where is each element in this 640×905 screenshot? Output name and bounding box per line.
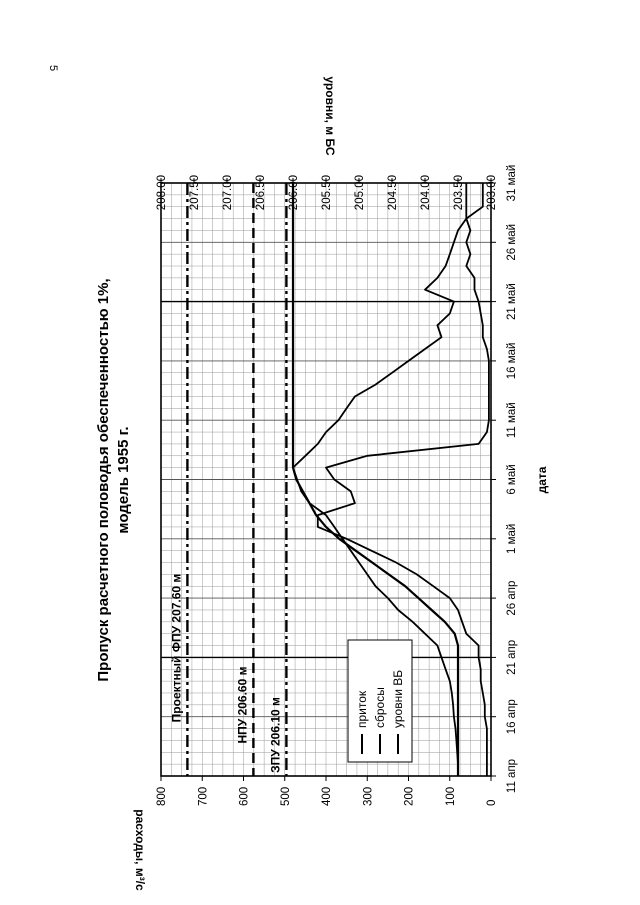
y-right-tick-label: 207.50 [189, 175, 201, 211]
reference-line-label: НПУ 206.60 м [235, 666, 250, 744]
y-left-axis-title: расходы, м³/с [133, 809, 147, 891]
y-left-tick-label: 800 [156, 786, 168, 806]
y-right-axis-title: уровни, м БС [323, 76, 337, 156]
y-right-tick-label: 205.50 [321, 175, 333, 211]
x-tick-label: 11 май [506, 402, 518, 439]
y-left-tick-label: 400 [321, 786, 333, 806]
y-right-tick-label: 203.50 [453, 175, 465, 211]
reference-line-label: ЗПУ 206.10 м [268, 697, 283, 773]
x-tick-label: 16 апр [506, 699, 518, 735]
x-axis-title: дата [535, 466, 549, 494]
y-right-tick-label: 204.50 [387, 175, 399, 211]
x-tick-label: 21 май [506, 283, 518, 320]
legend [348, 640, 412, 762]
legend-label: сбросы [373, 687, 387, 728]
legend-label: уровни ВБ [391, 669, 405, 728]
x-tick-label: 11 апр [506, 758, 518, 794]
y-right-tick-label: 207.00 [222, 175, 234, 211]
y-right-tick-label: 204.00 [420, 175, 432, 211]
page-number: 5 [47, 64, 60, 72]
x-tick-label: 1 май [506, 523, 518, 554]
y-left-tick-label: 100 [444, 786, 457, 806]
y-left-tick-label: 600 [238, 786, 251, 806]
chart-subtitle: модель 1955 г. [115, 426, 132, 534]
y-left-tick-label: 200 [403, 786, 416, 806]
x-tick-label: 26 май [506, 223, 518, 261]
x-tick-label: 26 апр [506, 580, 518, 616]
x-tick-label: 21 апр [506, 639, 518, 675]
y-left-tick-label: 300 [362, 786, 375, 806]
chart-root [95, 76, 549, 891]
y-right-tick-label: 208.00 [156, 175, 168, 211]
y-right-tick-label: 206.00 [288, 175, 300, 211]
y-right-tick-label: 203.00 [486, 175, 498, 211]
x-tick-label: 6 май [506, 464, 518, 495]
reference-line-label: Проектный ФПУ 207.60 м [169, 573, 184, 723]
y-left-tick-label: 700 [197, 786, 210, 806]
y-right-tick-label: 206.50 [255, 175, 267, 211]
chart-title: Пропуск расчетного половодья обеспеченностью 1%, [95, 278, 112, 682]
y-right-tick-label: 205.00 [354, 175, 366, 211]
y-left-tick-label: 500 [279, 786, 292, 806]
legend-label: приток [355, 690, 369, 728]
x-tick-label: 31 май [506, 164, 518, 202]
y-left-tick-label: 0 [486, 799, 498, 806]
x-tick-label: 16 май [506, 342, 518, 380]
